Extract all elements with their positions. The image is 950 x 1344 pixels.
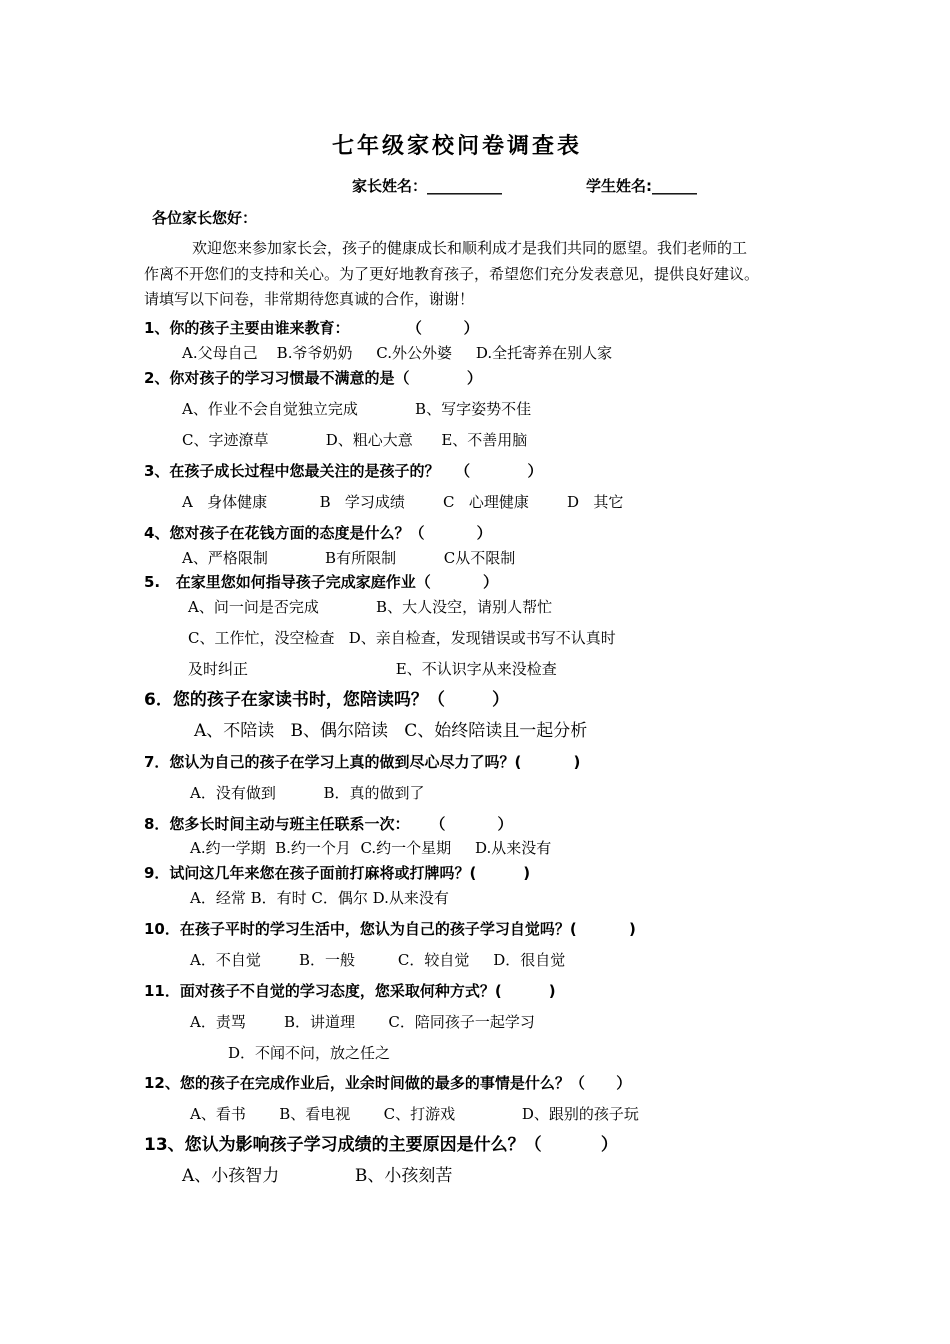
question-10: 10．在孩子平时的学习生活中，您认为自己的孩子学习自觉吗？( ) bbox=[144, 920, 636, 938]
intro-line: 作离不开您们的支持和关心。为了更好地教育孩子，希望您们充分发表意见，提供良好建议。 bbox=[144, 265, 760, 283]
question-8: 8．您多长时间主动与班主任联系一次： （ ） bbox=[144, 815, 513, 833]
question-3-options: A 身体健康 B 学习成绩 C 心理健康 D 其它 bbox=[182, 493, 624, 511]
question-5-options: A、问一问是否完成 B、大人没空，请别人帮忙 bbox=[188, 598, 553, 616]
question-12: 12、您的孩子在完成作业后，业余时间做的最多的事情是什么？（ ） bbox=[144, 1074, 632, 1092]
question-11-options: A．责骂 B．讲道理 C．陪同孩子一起学习 bbox=[190, 1013, 535, 1031]
question-2-options: A、作业不会自觉独立完成 B、写字姿势不佳 bbox=[182, 400, 532, 418]
greeting: 各位家长您好： bbox=[152, 209, 258, 227]
question-7: 7．您认为自己的孩子在学习上真的做到尽心尽力了吗？( ) bbox=[144, 753, 581, 771]
question-1-options: A.父母自己 B.爷爷奶奶 C.外公外婆 D.全托寄养在别人家 bbox=[182, 344, 613, 362]
question-9-options: A．经常 B．有时 C．偶尔 D.从来没有 bbox=[190, 889, 449, 907]
question-2: 2、你对孩子的学习习惯最不满意的是（ ） bbox=[144, 369, 482, 387]
question-4: 4、您对孩子在花钱方面的态度是什么？（ ） bbox=[144, 524, 492, 542]
question-13-options: A、小孩智力 B、小孩刻苦 bbox=[182, 1166, 453, 1186]
question-10-options: A．不自觉 B．一般 C．较自觉 D．很自觉 bbox=[190, 951, 566, 969]
question-13: 13、您认为影响孩子学习成绩的主要原因是什么？（ ） bbox=[144, 1135, 618, 1155]
intro-line: 欢迎您来参加家长会，孩子的健康成长和顺利成才是我们共同的愿望。我们老师的工 bbox=[192, 239, 748, 257]
question-11: 11．面对孩子不自觉的学习态度，您采取何种方式？( ) bbox=[144, 982, 556, 1000]
question-7-options: A．没有做到 B．真的做到了 bbox=[190, 784, 425, 802]
question-1: 1、你的孩子主要由谁来教育： （ ） bbox=[144, 319, 479, 337]
question-6-options: A、不陪读 B、偶尔陪读 C、始终陪读且一起分析 bbox=[194, 721, 588, 741]
question-5-options: C、工作忙，没空检查 D、亲自检查，发现错误或书写不认真时 bbox=[188, 629, 616, 647]
student-name-field: 学生姓名:______ bbox=[586, 177, 697, 195]
question-9: 9．试问这几年来您在孩子面前打麻将或打牌吗？( ) bbox=[144, 864, 531, 882]
page-title: 七年级家校问卷调查表 bbox=[332, 134, 583, 159]
question-2-options: C、字迹潦草 D、粗心大意 E、不善用脑 bbox=[182, 431, 528, 449]
question-5: 5. 在家里您如何指导孩子完成家庭作业（ ） bbox=[144, 573, 499, 591]
question-5-options: 及时纠正 E、不认识字从来没检查 bbox=[188, 660, 557, 678]
question-11-options: D．不闻不问，放之任之 bbox=[228, 1044, 391, 1062]
question-8-options: A.约一学期 B.约一个月 C.约一个星期 D.从来没有 bbox=[190, 839, 552, 857]
parent-name-field: 家长姓名：__________ bbox=[352, 177, 503, 195]
question-3: 3、在孩子成长过程中您最关注的是孩子的？ （ ） bbox=[144, 462, 543, 480]
question-4-options: A、严格限制 B有所限制 C从不限制 bbox=[182, 549, 516, 567]
question-12-options: A、看书 B、看电视 C、打游戏 D、跟别的孩子玩 bbox=[190, 1105, 639, 1123]
intro-line: 请填写以下问卷，非常期待您真诚的合作，谢谢！ bbox=[144, 290, 475, 308]
question-6: 6．您的孩子在家读书时，您陪读吗？（ ） bbox=[144, 690, 510, 710]
